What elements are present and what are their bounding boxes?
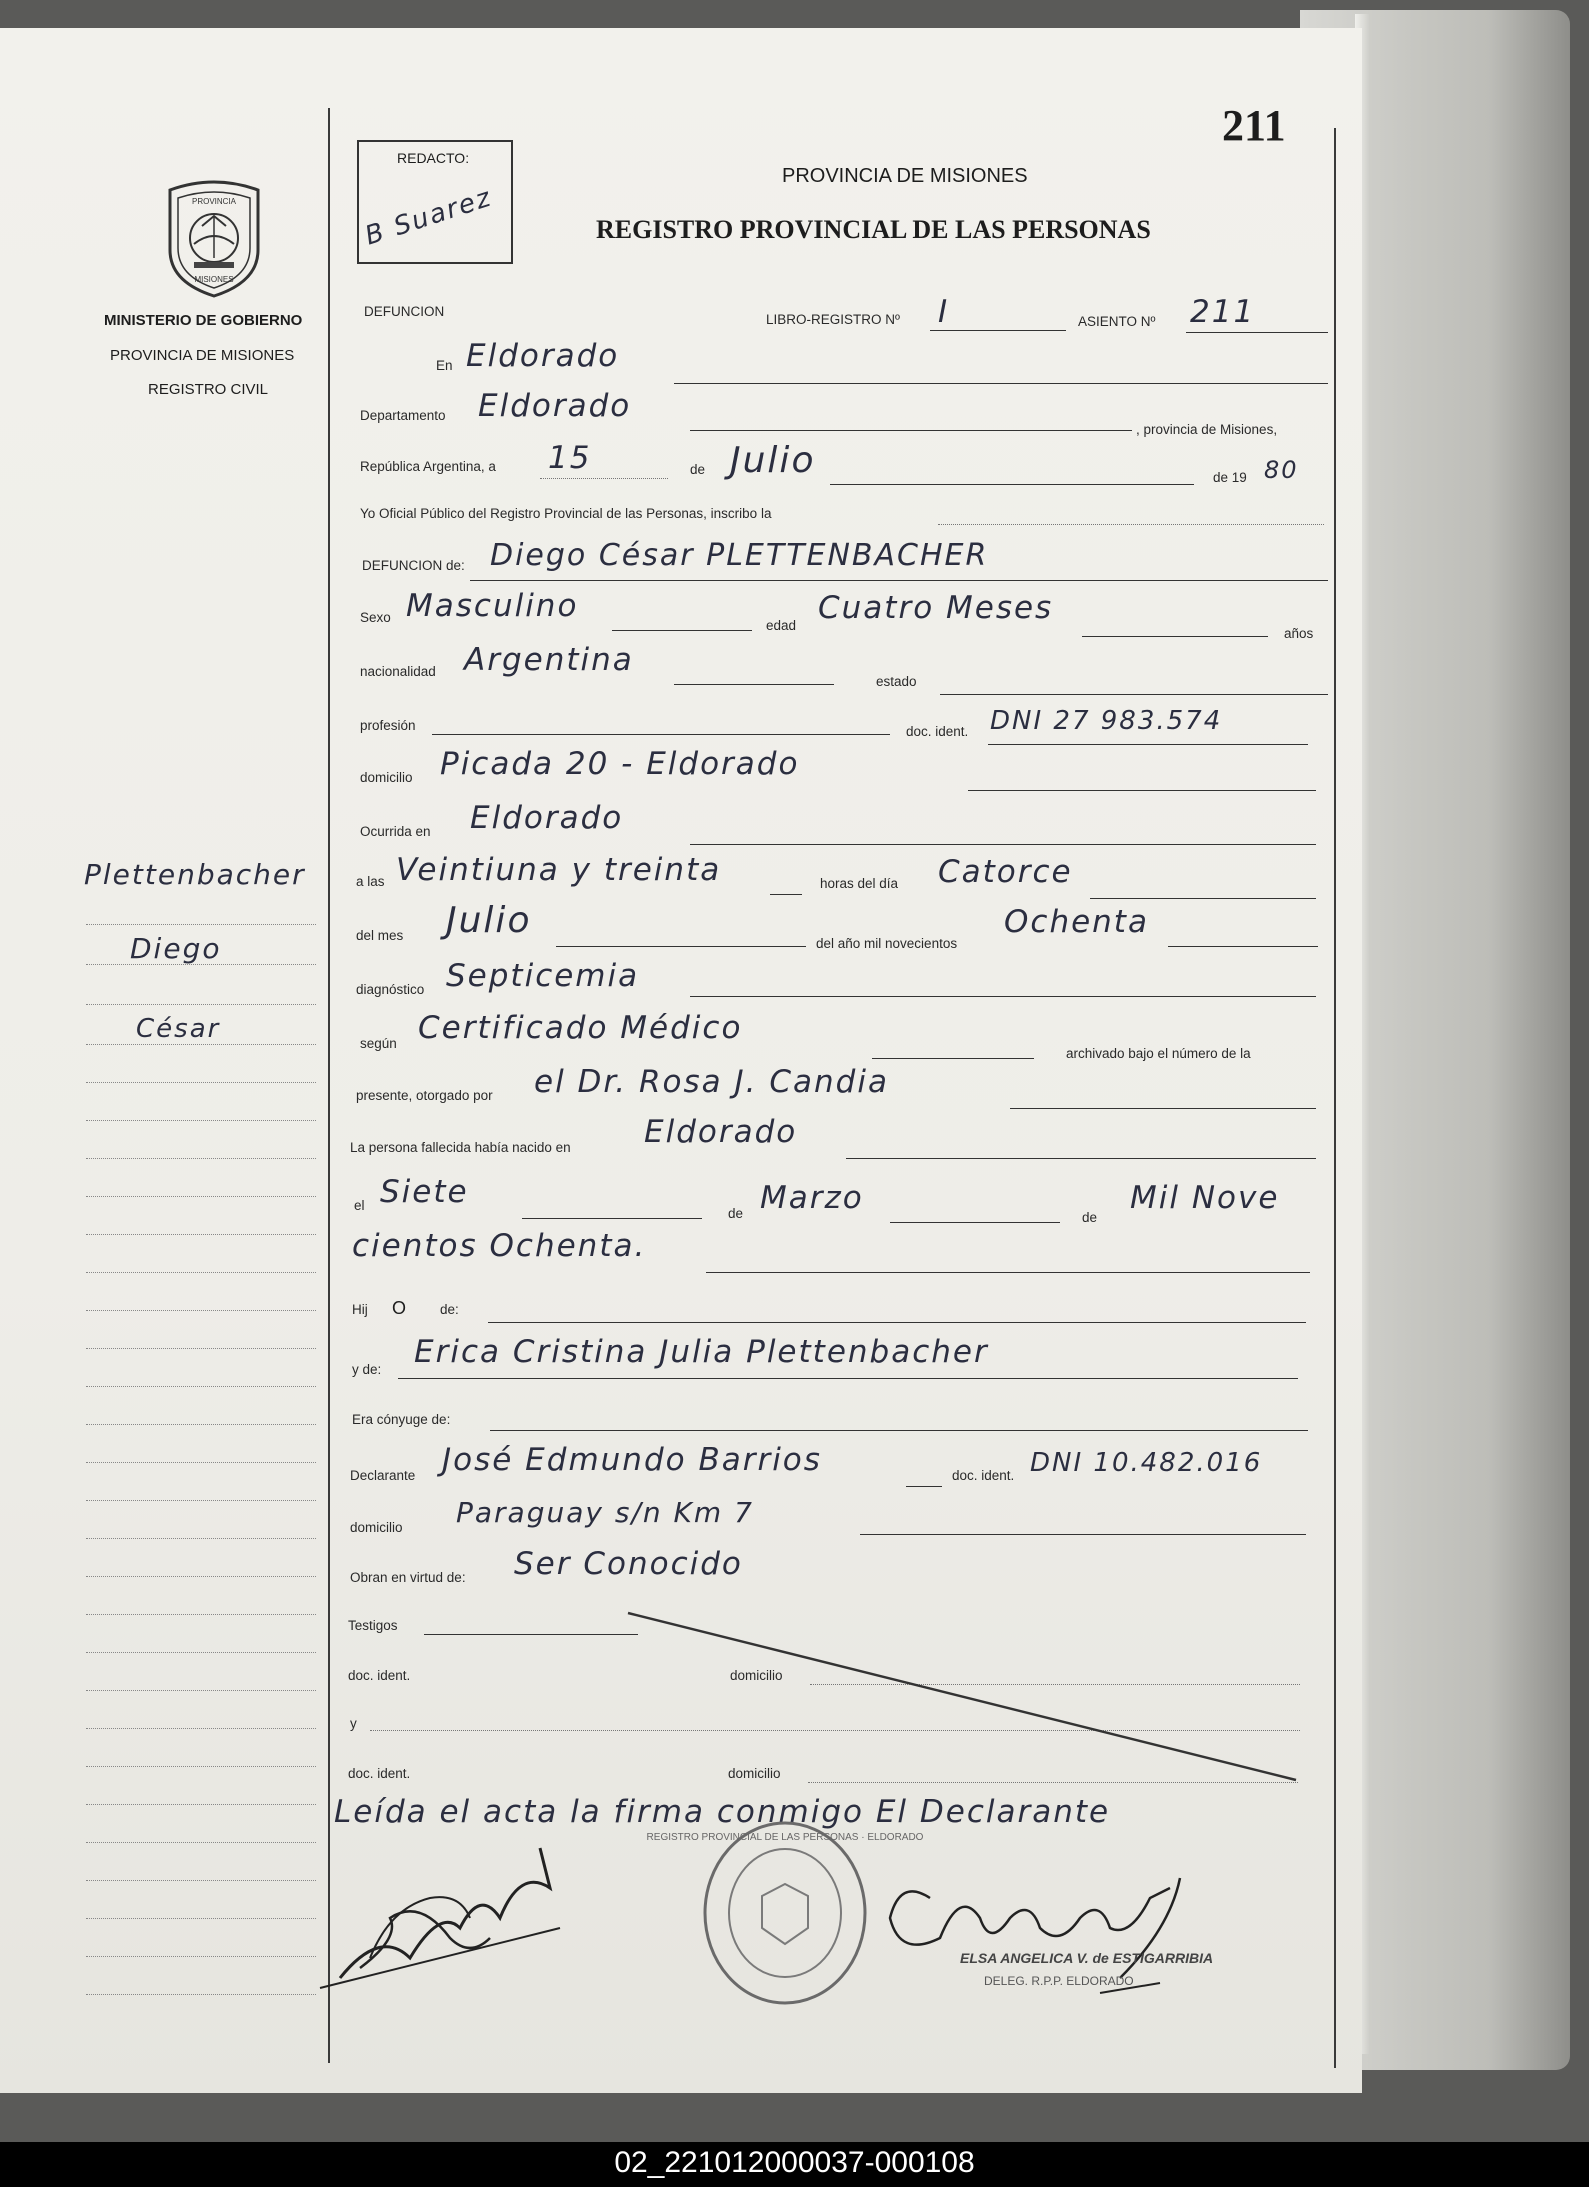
margin-dots (86, 1386, 316, 1387)
t-dom2-label: domicilio (728, 1766, 781, 1781)
t-doc1-label: doc. ident. (348, 1668, 411, 1683)
dia-value: 15 (548, 440, 592, 476)
nacido-value: Eldorado (644, 1114, 798, 1150)
margin-dots (86, 1004, 316, 1005)
obran-value: Ser Conocido (514, 1546, 743, 1582)
cancel-stroke (0, 28, 1362, 2093)
t-doc2-label: doc. ident. (348, 1766, 411, 1781)
emblem-bottom-text: MISIONES (194, 275, 234, 284)
seal-text: REGISTRO PROVINCIAL DE LAS PERSONAS · ELDORADO (646, 1832, 924, 1843)
official-signature (870, 1828, 1230, 1998)
margin-dots (86, 1158, 316, 1159)
de-label: de (690, 462, 706, 477)
decl-domicilio-label: domicilio (350, 1520, 403, 1535)
margin-line3: César (136, 1014, 221, 1044)
declarante-value: José Edmundo Barrios (442, 1442, 822, 1478)
horas-dia-label: horas del día (820, 876, 899, 891)
del-mes-label: del mes (356, 928, 404, 943)
issuer-registry: REGISTRO CIVIL (148, 381, 269, 398)
asiento-value: 211 (1190, 294, 1256, 330)
nac-anio-value-2: cientos Ochenta. (352, 1228, 647, 1264)
doc-ident-value: DNI 27 983.574 (990, 706, 1223, 736)
margin-dots (86, 924, 316, 925)
doc-ident-label: doc. ident. (906, 724, 969, 739)
margin-dots (86, 1652, 316, 1653)
anio-muerte-value: Ochenta (1004, 904, 1149, 940)
margin-dots (86, 1690, 316, 1691)
official-name: ELSA ANGELICA V. de ESTIGARRIBIA (960, 1950, 1214, 1966)
testigos-label: Testigos (348, 1618, 398, 1633)
dia-muerte-value: Catorce (938, 854, 1073, 890)
header-title: REGISTRO PROVINCIAL DE LAS PERSONAS (596, 215, 1151, 244)
republica-label: República Argentina, a (360, 459, 496, 474)
sexo-value: Masculino (406, 588, 579, 624)
official-office: DELEG. R.P.P. ELDORADO (984, 1974, 1134, 1988)
decl-doc-value: DNI 10.482.016 (1030, 1448, 1263, 1478)
segun-label: según (360, 1036, 397, 1051)
mes-value: Julio (730, 440, 816, 481)
margin-dots (86, 1120, 316, 1121)
page-number: 211 (1222, 101, 1286, 150)
nombre-value: Diego César PLETTENBACHER (490, 538, 989, 573)
declarant-signature (300, 1808, 600, 2008)
diagnostico-value: Septicemia (446, 958, 640, 994)
anos-label: años (1284, 626, 1314, 641)
nacionalidad-label: nacionalidad (360, 664, 436, 679)
y-de-label: y de: (352, 1362, 382, 1377)
defuncion-de-label: DEFUNCION de: (362, 558, 465, 573)
margin-dots (86, 1500, 316, 1501)
segun-value: Certificado Médico (418, 1010, 743, 1046)
record-type: DEFUNCION (364, 304, 445, 319)
declarante-label: Declarante (350, 1468, 416, 1483)
t-dom1-label: domicilio (730, 1668, 783, 1683)
obran-label: Obran en virtud de: (350, 1570, 466, 1585)
document-page (0, 28, 1362, 2093)
edad-label: edad (766, 618, 797, 633)
decl-domicilio-value: Paraguay s/n Km 7 (456, 1496, 754, 1529)
otorgado-value: el Dr. Rosa J. Candia (534, 1064, 889, 1100)
profesion-label: profesión (360, 718, 416, 733)
edad-value: Cuatro Meses (818, 590, 1054, 626)
nacionalidad-value: Argentina (464, 642, 634, 678)
header-province: PROVINCIA DE MISIONES (782, 165, 1028, 187)
diagnostico-label: diagnóstico (356, 982, 425, 997)
margin-dots (86, 1880, 316, 1881)
hijo-value: O (392, 1298, 407, 1318)
margin-dots (86, 1956, 316, 1957)
hijo-label-b: de: (440, 1302, 459, 1317)
margin-line1: Plettenbacher (84, 858, 306, 891)
anio-value: 80 (1264, 456, 1299, 484)
conyuge-label: Era cónyuge de: (352, 1412, 451, 1427)
margin-dots (86, 964, 316, 965)
hora-value: Veintiuna y treinta (396, 852, 722, 888)
footer-id: 02_221012000037-000108 (614, 2146, 975, 2179)
domicilio-label: domicilio (360, 770, 413, 785)
madre-value: Erica Cristina Julia Plettenbacher (414, 1334, 989, 1370)
margin-dots (86, 1728, 316, 1729)
margin-dots (86, 1918, 316, 1919)
margin-dots (86, 1424, 316, 1425)
nacido-label: La persona fallecida había nacido en (350, 1140, 571, 1155)
oficial-text: Yo Oficial Público del Registro Provincial de las Personas, inscribo la (360, 506, 772, 521)
redacto-label: REDACTO: (397, 150, 470, 166)
margin-line2: Diego (130, 932, 222, 965)
estado-label: estado (876, 674, 917, 689)
margin-dots (86, 1842, 316, 1843)
nac-dia-value: Siete (380, 1174, 469, 1210)
margin-dots (86, 1576, 316, 1577)
archivado-label: archivado bajo el número de la (1066, 1046, 1251, 1061)
a-las-label: a las (356, 874, 385, 889)
departamento-label: Departamento (360, 408, 446, 423)
margin-dots (86, 1196, 316, 1197)
issuer-ministry: MINISTERIO DE GOBIERNO (104, 312, 303, 329)
margin-dots (86, 1348, 316, 1349)
nac-de-label: de (728, 1206, 744, 1221)
issuer-province: PROVINCIA DE MISIONES (110, 347, 295, 364)
libro-label: LIBRO-REGISTRO Nº (766, 312, 900, 327)
domicilio-value: Picada 20 - Eldorado (440, 746, 800, 782)
margin-dots (86, 1766, 316, 1767)
emblem-top-text: PROVINCIA (191, 197, 237, 206)
el-label: el (354, 1198, 365, 1213)
libro-value: I (938, 294, 950, 330)
decl-doc-label: doc. ident. (952, 1468, 1015, 1483)
margin-dots (86, 1044, 316, 1045)
nac-mes-value: Marzo (760, 1180, 864, 1216)
margin-dots (86, 1538, 316, 1539)
mes-muerte-value: Julio (446, 900, 532, 941)
presente-label: presente, otorgado por (356, 1088, 493, 1103)
margin-dots (86, 1804, 316, 1805)
redacto-signature: B Suarez (361, 182, 496, 252)
y-label: y (350, 1716, 357, 1731)
asiento-label: ASIENTO Nº (1078, 314, 1156, 329)
nac-anio-value-1: Mil Nove (1130, 1180, 1280, 1216)
closing-text: Leída el acta la firma conmigo El Declarante (334, 1794, 1111, 1830)
margin-dots (86, 1462, 316, 1463)
hijo-label-a: Hij (352, 1302, 368, 1317)
anio-label: de 19 (1213, 470, 1247, 485)
anio-mil-label: del año mil novecientos (816, 936, 958, 951)
provincia-suffix: , provincia de Misiones, (1136, 422, 1278, 437)
margin-dots (86, 1082, 316, 1083)
sexo-label: Sexo (360, 610, 391, 625)
ocurrida-value: Eldorado (470, 800, 624, 836)
departamento-value: Eldorado (478, 388, 632, 424)
margin-dots (86, 1614, 316, 1615)
nac-de2-label: de (1082, 1210, 1098, 1225)
margin-dots (86, 1234, 316, 1235)
en-value: Eldorado (466, 338, 620, 374)
margin-dots (86, 1310, 316, 1311)
margin-dots (86, 1272, 316, 1273)
official-seal (646, 1818, 924, 2008)
en-label: En (436, 358, 453, 373)
margin-dots (86, 1994, 316, 1995)
ocurrida-label: Ocurrida en (360, 824, 431, 839)
